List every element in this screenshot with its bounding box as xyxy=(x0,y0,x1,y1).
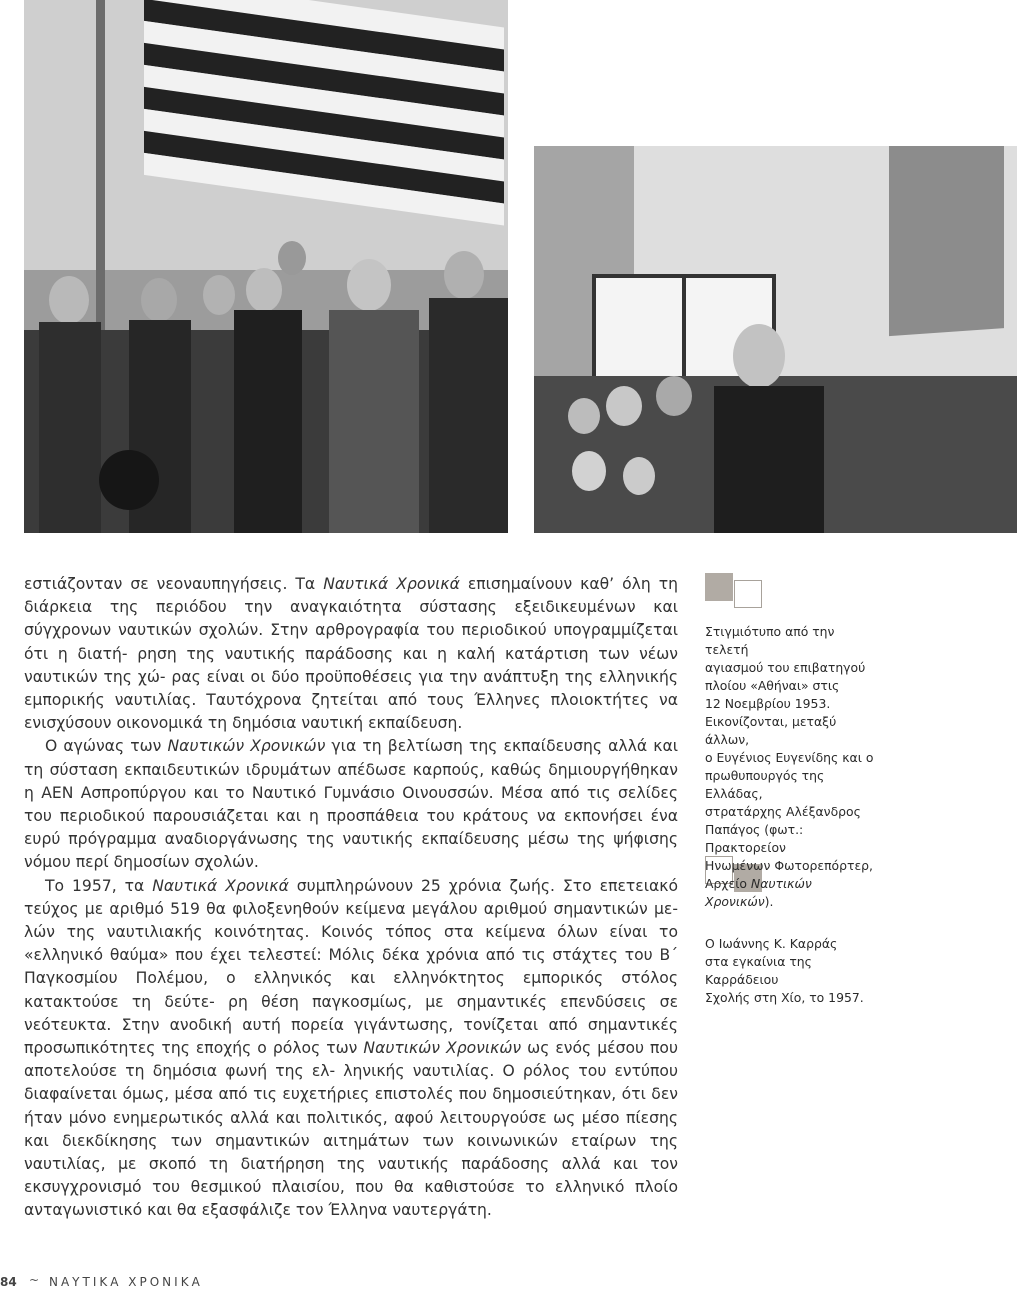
italic-title-run: Ναυτικά Χρονικά xyxy=(323,575,460,593)
text-run: εστιάζονταν σε νεοναυπηγήσεις. Τα xyxy=(24,575,324,593)
caption-line: Ο Ιωάννης Κ. Καρράς xyxy=(705,936,838,951)
text-run: συμπληρώνουν 25 χρόνια ζωής. Στο επετειακό τεύχος με αριθμό 519 θα φιλοξενηθούν κείμενα μεγάλου αριθμού σημαντικών με- λών της ναυτιλιακής κοινότητας. Κοινός τόπος στα κείμενα όλων είναι το «ελληνικό θαύμα» που έχει τελεστεί: Μόλις δέκα χρόνια από τις στάχτες του Β΄ Παγκοσμίου Πολέμου, ο ελληνικός και ελληνόκτητος εμπορικός στόλος κατακτούσε τη δεύτε- ρη θέση παγκοσμίως, με σημαντικές επενδύσεις σε νεότευκτα. Στην ανοδική αυτή πορεία γιγάντωσης, τονίζεται από σημαντικές προσωπικότητες της εποχής ο ρόλος των xyxy=(24,876,678,1058)
page-number: 84 xyxy=(0,1275,17,1289)
italic-title-run: Ναυτικών Χρονικών xyxy=(167,737,326,756)
caption-line: στρατάρχης Αλέξανδρος xyxy=(705,804,861,819)
caption-line: ο Ευγένιος Ευγενίδης και ο xyxy=(705,750,874,765)
article-paragraph xyxy=(24,735,678,874)
caption-source-suffix: ). xyxy=(764,894,774,909)
text-run: επισημαίνουν καθ’ όλη τη διάρκεια της περιόδου την αναγκαιότητα σύστασης εξειδικευμένων και σύγχρονων ναυτικών σχολών. Στην αρθρογραφία του περιοδικού υπογραμμίζεται ότι η διατή- ρηση της ναυτικής παράδοσης και η καλή κατάρτιση των νέων ναυτικών της χώ- ρας είναι οι δύο προϋποθέσεις για την ανάπτυξη της ελληνικής εμπορικής ναυτιλίας. Ταυτόχρονα ζητείται από τους Έλληνες πλοιοκτήτες να ενισχύσουν οικονομικά τη δημόσια ναυτική εκπαίδευση. xyxy=(24,575,678,733)
caption-line: Στιγμιότυπο από την τελετή xyxy=(705,624,835,657)
text-run: Το 1957, τα xyxy=(45,876,153,895)
caption-source-title: Ναυτικών Χρονικών xyxy=(705,876,812,909)
caption-line: 12 Νοεμβρίου 1953. xyxy=(705,696,831,711)
ceremony-photo-illustration xyxy=(24,0,508,533)
article-paragraph xyxy=(24,573,678,735)
caption-line: πλοίου «Αθήναι» στις xyxy=(705,678,840,693)
italic-title-run: Ναυτικών Χρονικών xyxy=(363,1039,522,1058)
inauguration-photo xyxy=(534,146,1017,533)
caption-line-last xyxy=(705,875,875,911)
caption-second xyxy=(705,935,875,1007)
magazine-name: ΝΑΥΤΙΚΑ ΧΡΟΝΙΚΑ xyxy=(49,1275,203,1289)
marker-filled-square xyxy=(705,573,733,601)
caption-line: Εικονίζονται, μεταξύ άλλων, xyxy=(705,714,837,747)
ceremony-photo xyxy=(24,0,508,533)
caption-first xyxy=(705,623,875,911)
caption-source-prefix: Αρχείο xyxy=(705,876,751,891)
article-paragraph xyxy=(24,875,678,1223)
caption-line: Σχολής στη Χίο, το 1957. xyxy=(705,990,864,1005)
caption-line: αγιασμού του επιβατηγού xyxy=(705,660,866,675)
caption-line: Ηνωμένων Φωτορεπόρτερ, xyxy=(705,858,873,873)
inauguration-photo-illustration xyxy=(534,146,1017,533)
caption-line: πρωθυπουργός της Ελλάδας, xyxy=(705,768,825,801)
text-run: Ο αγώνας των xyxy=(45,737,168,756)
italic-title-run: Ναυτικά Χρονικά xyxy=(152,876,289,895)
text-run: ως ενός μέσου που αποτελούσε τη δημόσια φωνή της ελ- ληνικής ναυτιλίας. Ο ρόλος του εντύπου διαφαίνεται όμως, μέσα από τις ευχετήριες επιστολές που δημοσιεύτηκαν, ότι δεν ήταν μόνο ενημερωτικός αλλά και πολιτικός, αφού λειτουργούσε ως μέσο πίεσης και διεκδίκησης των σημαντικών αιτημάτων των κοινωνικών εταίρων της ναυτιλίας, με σκοπό τη διατήρηση της ναυτικής παράδοσης αλλά και τον εκσυγχρονισμό του θεσμικού πλαισίου, που θα καθιστούσε το ελληνικό πλοίο ανταγωνιστικό και θα εξασφάλιζε τον Έλληνα ναυτεργάτη. xyxy=(24,1039,678,1220)
article-body xyxy=(24,573,678,1223)
marker-outline-square xyxy=(734,580,762,608)
footer-wave-icon: ~ xyxy=(29,1273,40,1287)
caption-line: στα εγκαίνια της Καρράδειου xyxy=(705,954,812,987)
caption-line: Παπάγος (φωτ.: Πρακτορείον xyxy=(705,822,804,855)
text-run: για τη βελτίωση της εκπαίδευσης αλλά και τη σύσταση εκπαιδευτικών ιδρυμάτων απέδωσε καρπούς, καθώς δημιουργήθηκαν η ΑΕΝ Ασπροπύργου και το Ναυτικό Γυμνάσιο Οινουσσών. Μέσα από τις σελίδες του περιοδικού παρουσιάζεται και η προσπάθεια του κράτους να εκπονήσει ένα ευρύ πρόγραμμα αναδιοργάνωσης της ναυτικής εκπαίδευσης μέσω της ψήφισης νόμου περί δημοσίων σχολών. xyxy=(24,737,678,872)
